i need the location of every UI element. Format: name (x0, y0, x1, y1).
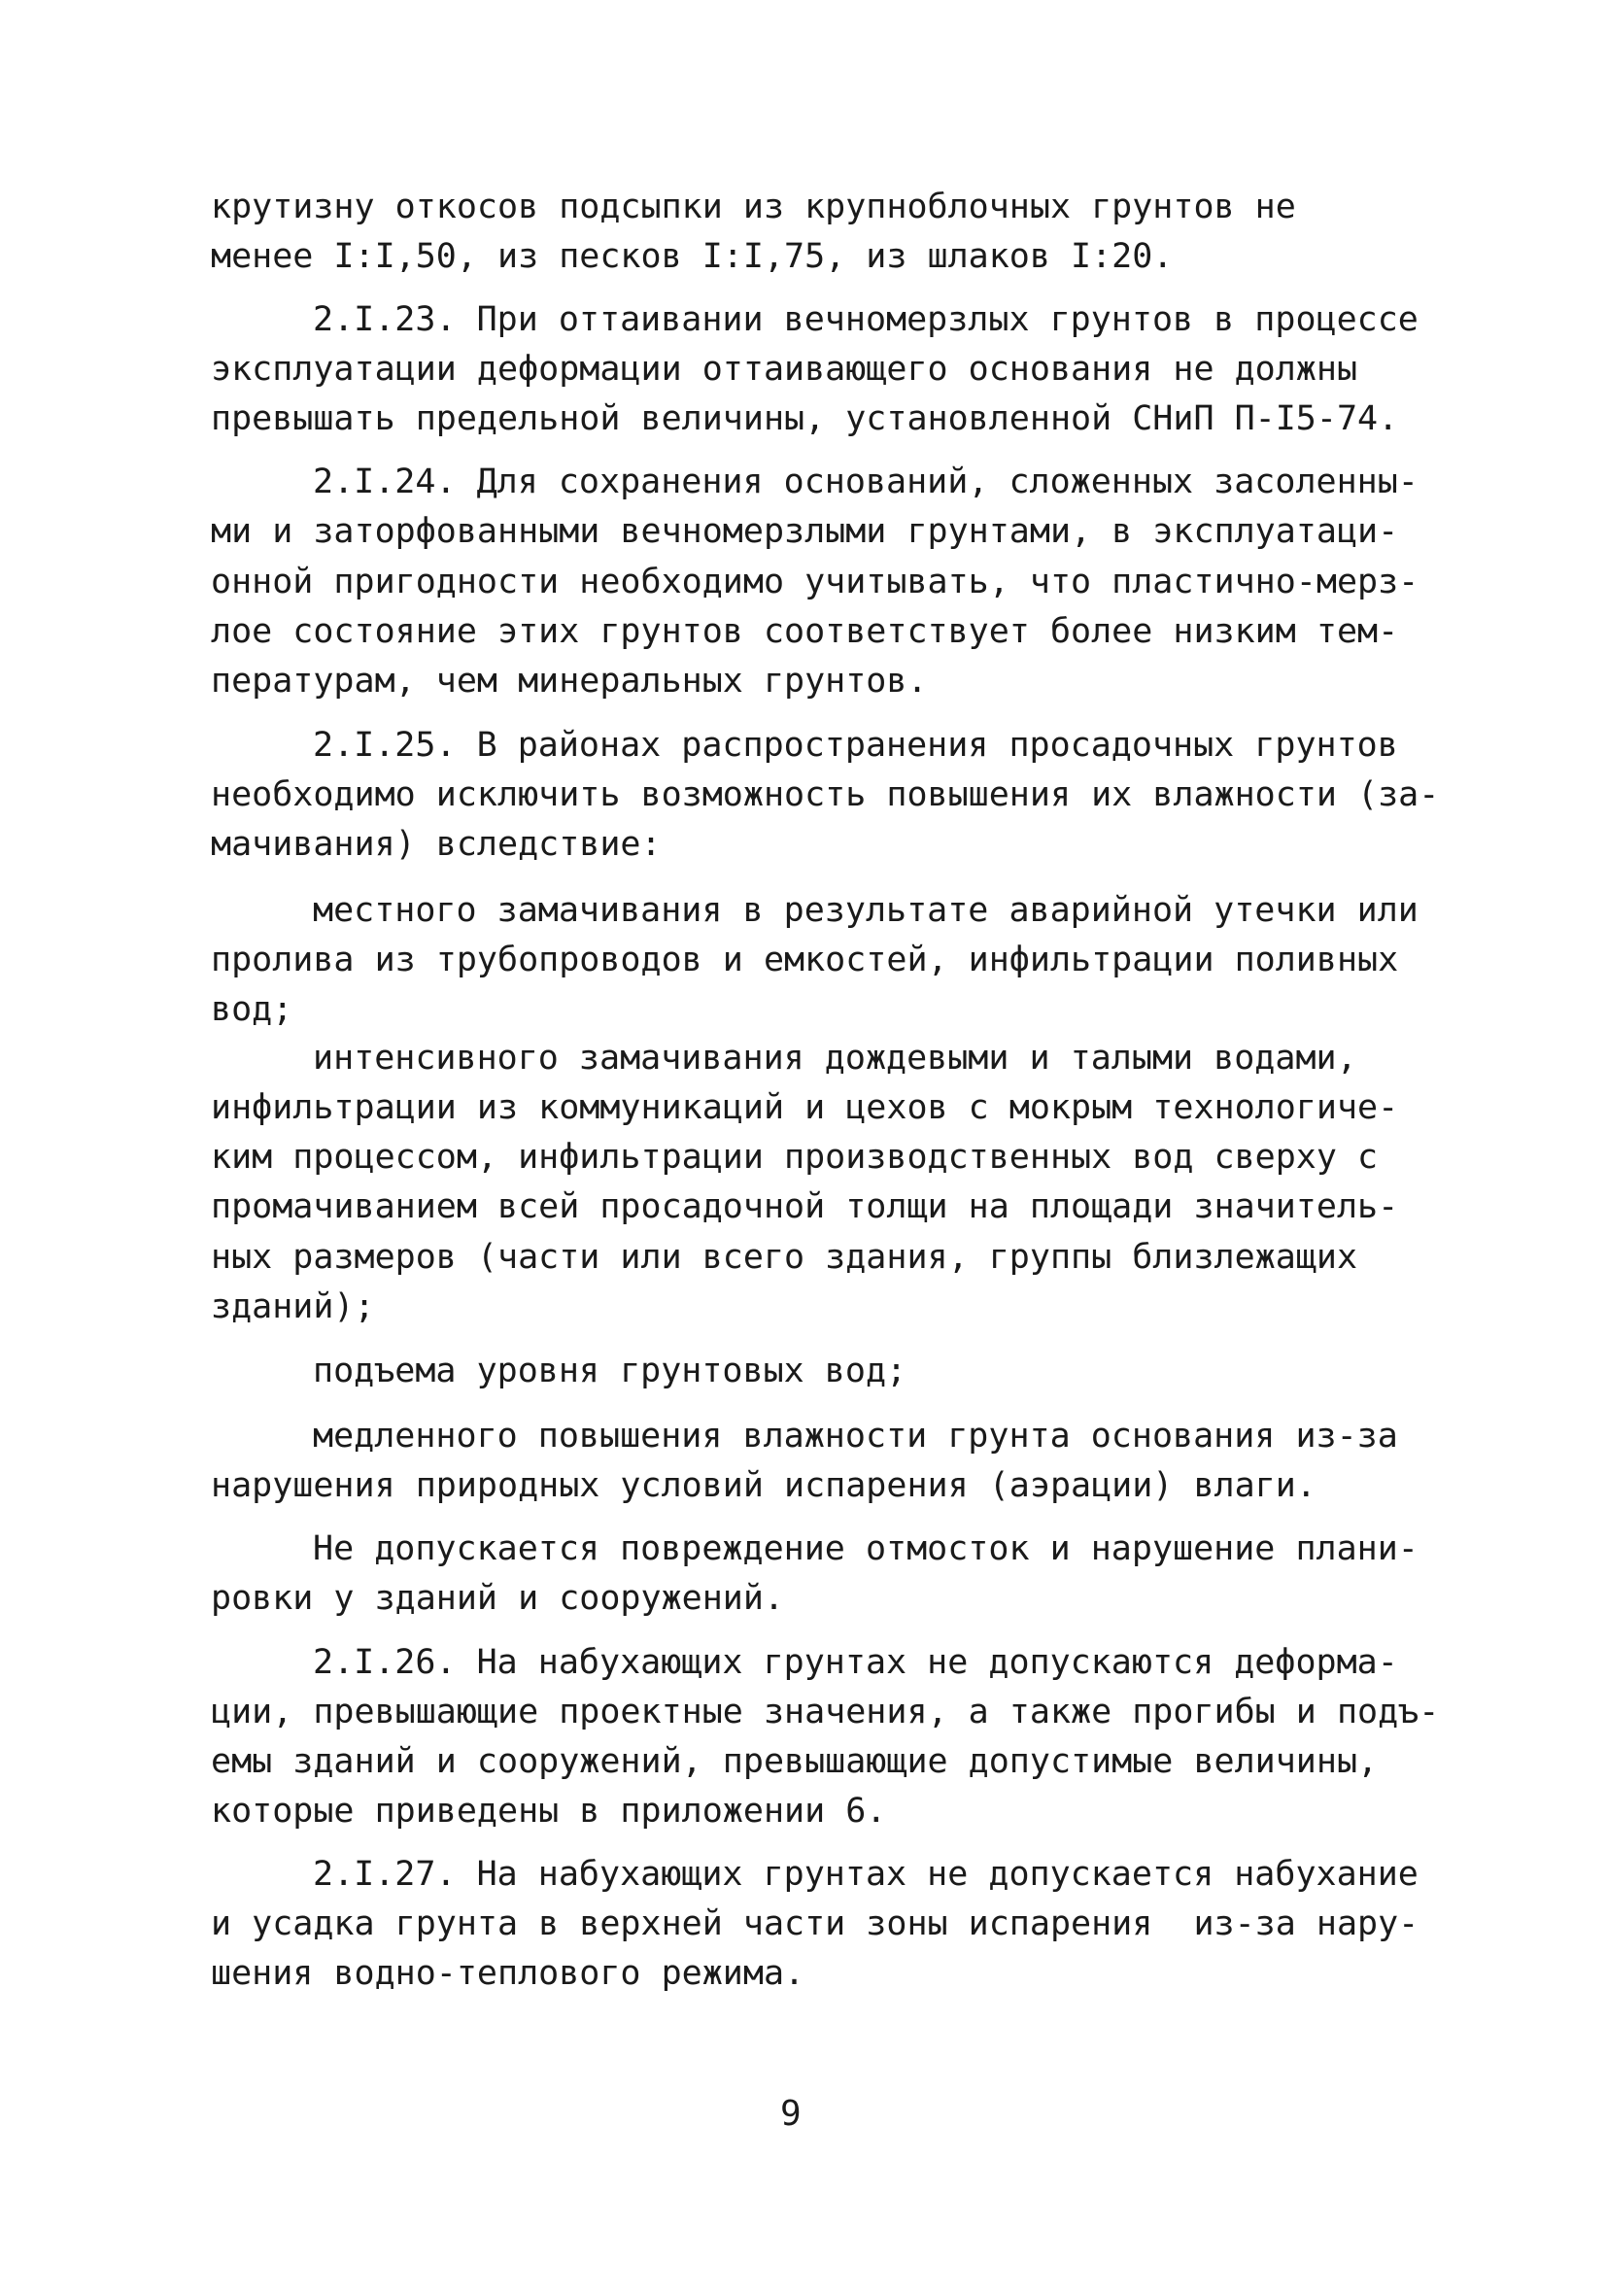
text-line: ровки у зданий и сооружений. (211, 1579, 785, 1618)
text-line: нарушения природных условий испарения (аэрации) влаги. (211, 1466, 1316, 1505)
text-line: вод; (211, 990, 293, 1029)
text-line: шения водно-теплового режима. (211, 1954, 805, 1993)
text-line: промачиванием всей просадочной толщи на площади значитель- (211, 1187, 1399, 1226)
text-line: ных размеров (части или всего здания, группы близлежащих (211, 1238, 1358, 1277)
text-line: менее I:I,50, из песков I:I,75, из шлаков I:20. (211, 237, 1174, 276)
text-line: 2.I.25. В районах распространения просадочных грунтов (313, 726, 1398, 765)
text-line: 2.I.23. При оттаивании вечномерзлых грунтов в процессе (313, 300, 1419, 339)
text-line: подъема уровня грунтовых вод; (313, 1352, 907, 1390)
text-line: пролива из трубопроводов и емкостей, инфильтрации поливных (211, 941, 1399, 979)
text-line: 2.I.27. На набухающих грунтах не допускается набухание (313, 1855, 1419, 1894)
text-line: превышать предельной величины, установленной СНиП П-I5-74. (211, 399, 1399, 438)
text-line: онной пригодности необходимо учитывать, что пластично-мерз- (211, 563, 1419, 601)
text-line: лое состояние этих грунтов соответствует более низким тем- (211, 612, 1399, 651)
text-line: необходимо исключить возможность повышения их влажности (за- (211, 775, 1440, 814)
text-line: 2.I.24. Для сохранения оснований, сложенных засоленны- (313, 463, 1419, 501)
text-line: ким процессом, инфильтрации производственных вод сверху с (211, 1138, 1379, 1177)
text-line: местного замачивания в результате аварийной утечки или (313, 891, 1419, 930)
text-line: медленного повышения влажности грунта основания из-за (313, 1417, 1398, 1456)
page-number: 9 (780, 2094, 802, 2134)
text-line: пературам, чем минеральных грунтов. (211, 662, 928, 701)
text-line: инфильтрации из коммуникаций и цехов с мокрым технологиче- (211, 1088, 1399, 1127)
text-line: эксплуатации деформации оттаивающего основания не должны (211, 350, 1358, 389)
text-line: интенсивного замачивания дождевыми и талыми водами, (313, 1039, 1357, 1078)
text-line: емы зданий и сооружений, превышающие допустимые величины, (211, 1742, 1379, 1781)
text-line: крутизну откосов подсыпки из крупноблочных грунтов не (211, 188, 1296, 226)
text-line: Не допускается повреждение отмосток и нарушение плани- (313, 1529, 1419, 1568)
text-line: которые приведены в приложении 6. (211, 1792, 887, 1831)
text-line: мачивания) вследствие: (211, 825, 662, 864)
text-line: ции, превышающие проектные значения, а также прогибы и подъ- (211, 1693, 1440, 1731)
text-line: зданий); (211, 1287, 375, 1326)
text-line: и усадка грунта в верхней части зоны испарения из-за нару- (211, 1904, 1419, 1943)
text-line: 2.I.26. На набухающих грунтах не допускаются деформа- (313, 1643, 1398, 1682)
text-line: ми и заторфованными вечномерзлыми грунтами, в эксплуатаци- (211, 512, 1399, 551)
